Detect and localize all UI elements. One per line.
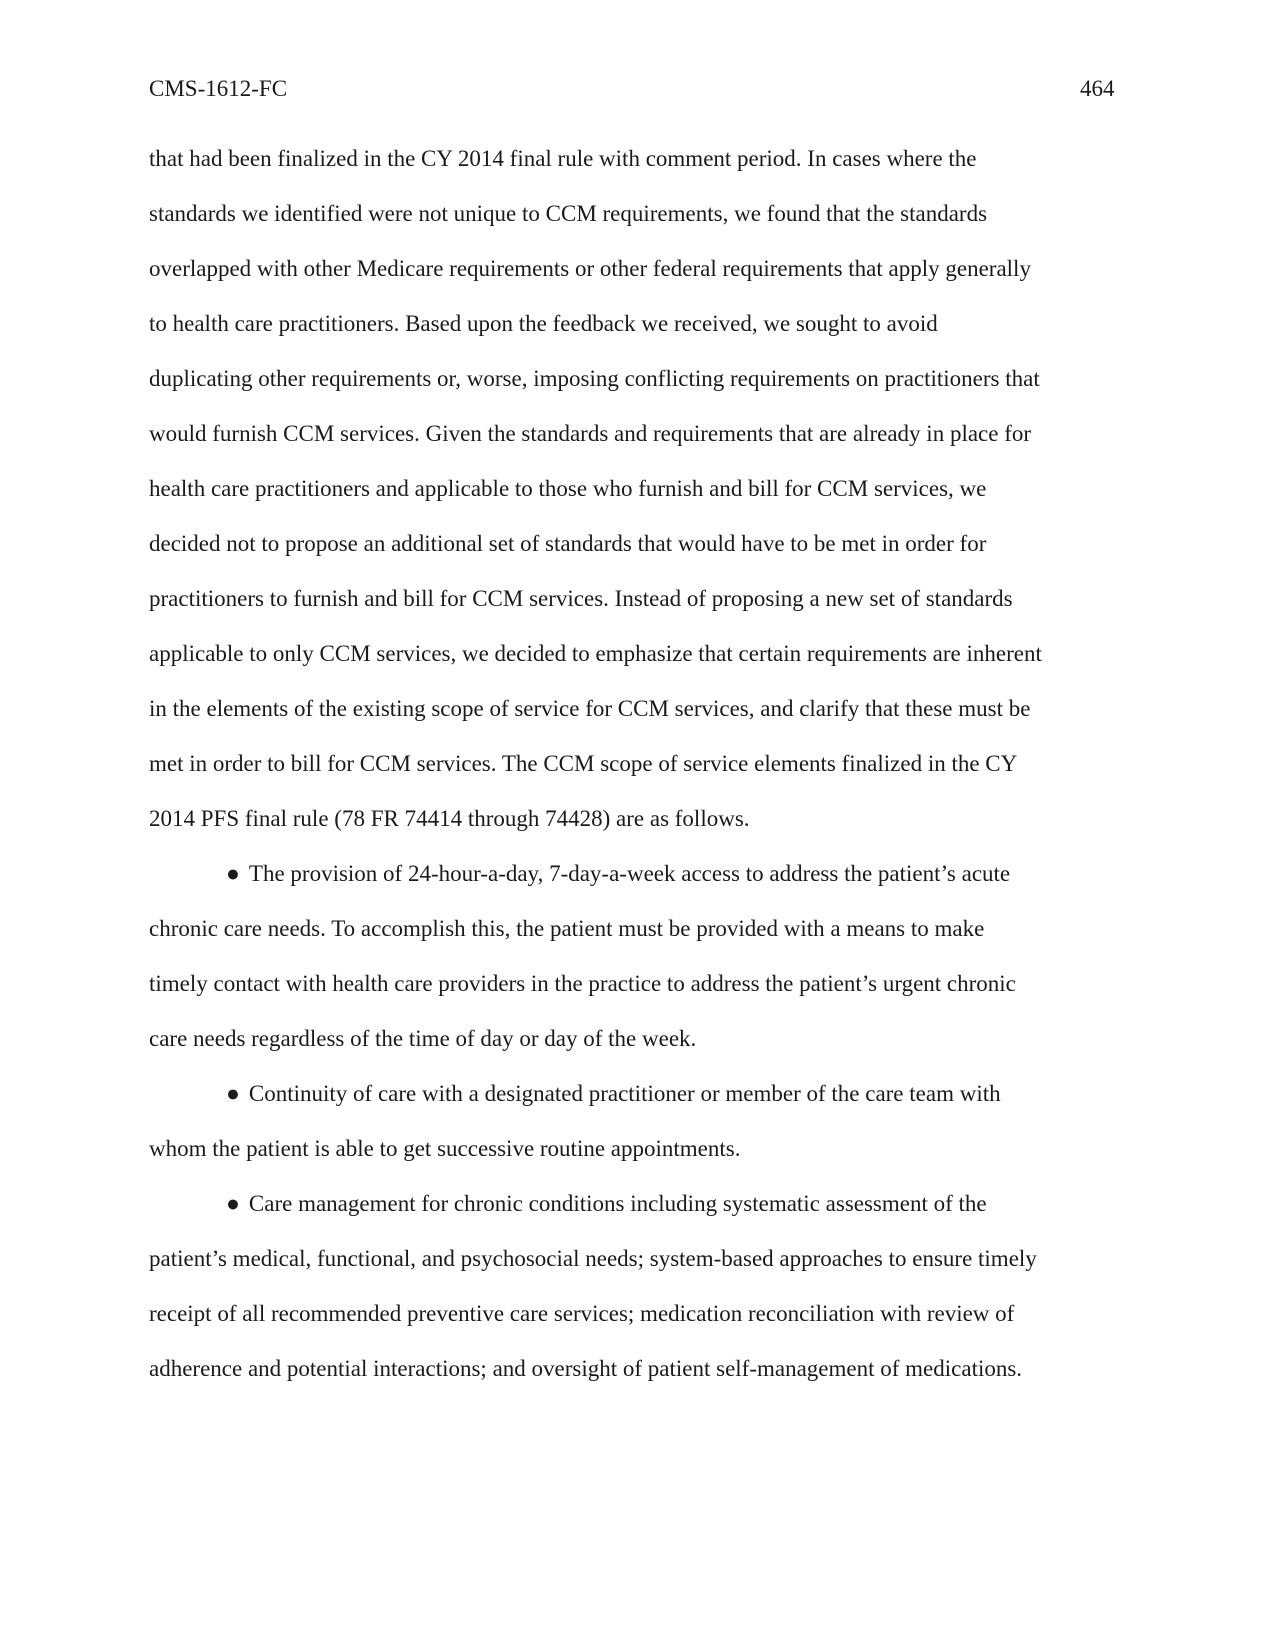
text-line: timely contact with health care providers in the practice to address the patient’s urgent chronic bbox=[149, 971, 1016, 996]
text-line: receipt of all recommended preventive care services; medication reconciliation with review of bbox=[149, 1301, 1015, 1326]
text-line: overlapped with other Medicare requirements or other federal requirements that apply generally bbox=[149, 256, 1031, 281]
text-line: met in order to bill for CCM services. The CCM scope of service elements finalized in the CY bbox=[149, 751, 1018, 776]
text-line: decided not to propose an additional set of standards that would have to be met in order for bbox=[149, 531, 987, 556]
bullet-text: The provision of 24-hour-a-day, 7-day-a-week access to address the patient’s acute bbox=[248, 861, 1011, 886]
text-line: health care practitioners and applicable to those who furnish and bill for CCM services, we bbox=[149, 476, 987, 501]
text-line: chronic care needs. To accomplish this, the patient must be provided with a means to make bbox=[149, 916, 985, 941]
bullet-item-care-management bbox=[226, 1189, 987, 1219]
text-line: practitioners to furnish and bill for CCM services. Instead of proposing a new set of standards bbox=[149, 586, 1013, 611]
text-line: would furnish CCM services. Given the standards and requirements that are already in place for bbox=[149, 421, 1032, 446]
text-line: 2014 PFS final rule (78 FR 74414 through 74428) are as follows. bbox=[149, 806, 750, 831]
text-line: standards we identified were not unique to CCM requirements, we found that the standards bbox=[149, 201, 988, 226]
page-number: 464 bbox=[1080, 76, 1115, 101]
bullet-item-continuity bbox=[226, 1079, 1001, 1109]
text-line: care needs regardless of the time of day or day of the week. bbox=[149, 1026, 697, 1051]
text-line: to health care practitioners. Based upon the feedback we received, we sought to avoid bbox=[149, 311, 938, 336]
text-line: that had been finalized in the CY 2014 final rule with comment period. In cases where the bbox=[149, 146, 977, 171]
text-line: applicable to only CCM services, we decided to emphasize that certain requirements are inherent bbox=[149, 641, 1042, 666]
text-line: in the elements of the existing scope of service for CCM services, and clarify that these must be bbox=[149, 696, 1031, 721]
bullet-item-access bbox=[226, 859, 1010, 889]
text-line: duplicating other requirements or, worse, imposing conflicting requirements on practitioners that bbox=[149, 366, 1040, 391]
bullet-icon: ● bbox=[226, 1081, 240, 1106]
document-id: CMS-1612-FC bbox=[149, 76, 288, 101]
bullet-text: Continuity of care with a designated practitioner or member of the care team with bbox=[248, 1081, 1001, 1106]
text-line: adherence and potential interactions; and oversight of patient self-management of medications. bbox=[149, 1356, 1023, 1381]
text-line: whom the patient is able to get successive routine appointments. bbox=[149, 1136, 741, 1161]
bullet-icon: ● bbox=[226, 861, 240, 886]
bullet-icon: ● bbox=[226, 1191, 240, 1216]
text-line: patient’s medical, functional, and psychosocial needs; system-based approaches to ensure timely bbox=[149, 1246, 1037, 1271]
bullet-text: Care management for chronic conditions including systematic assessment of the bbox=[248, 1191, 987, 1216]
